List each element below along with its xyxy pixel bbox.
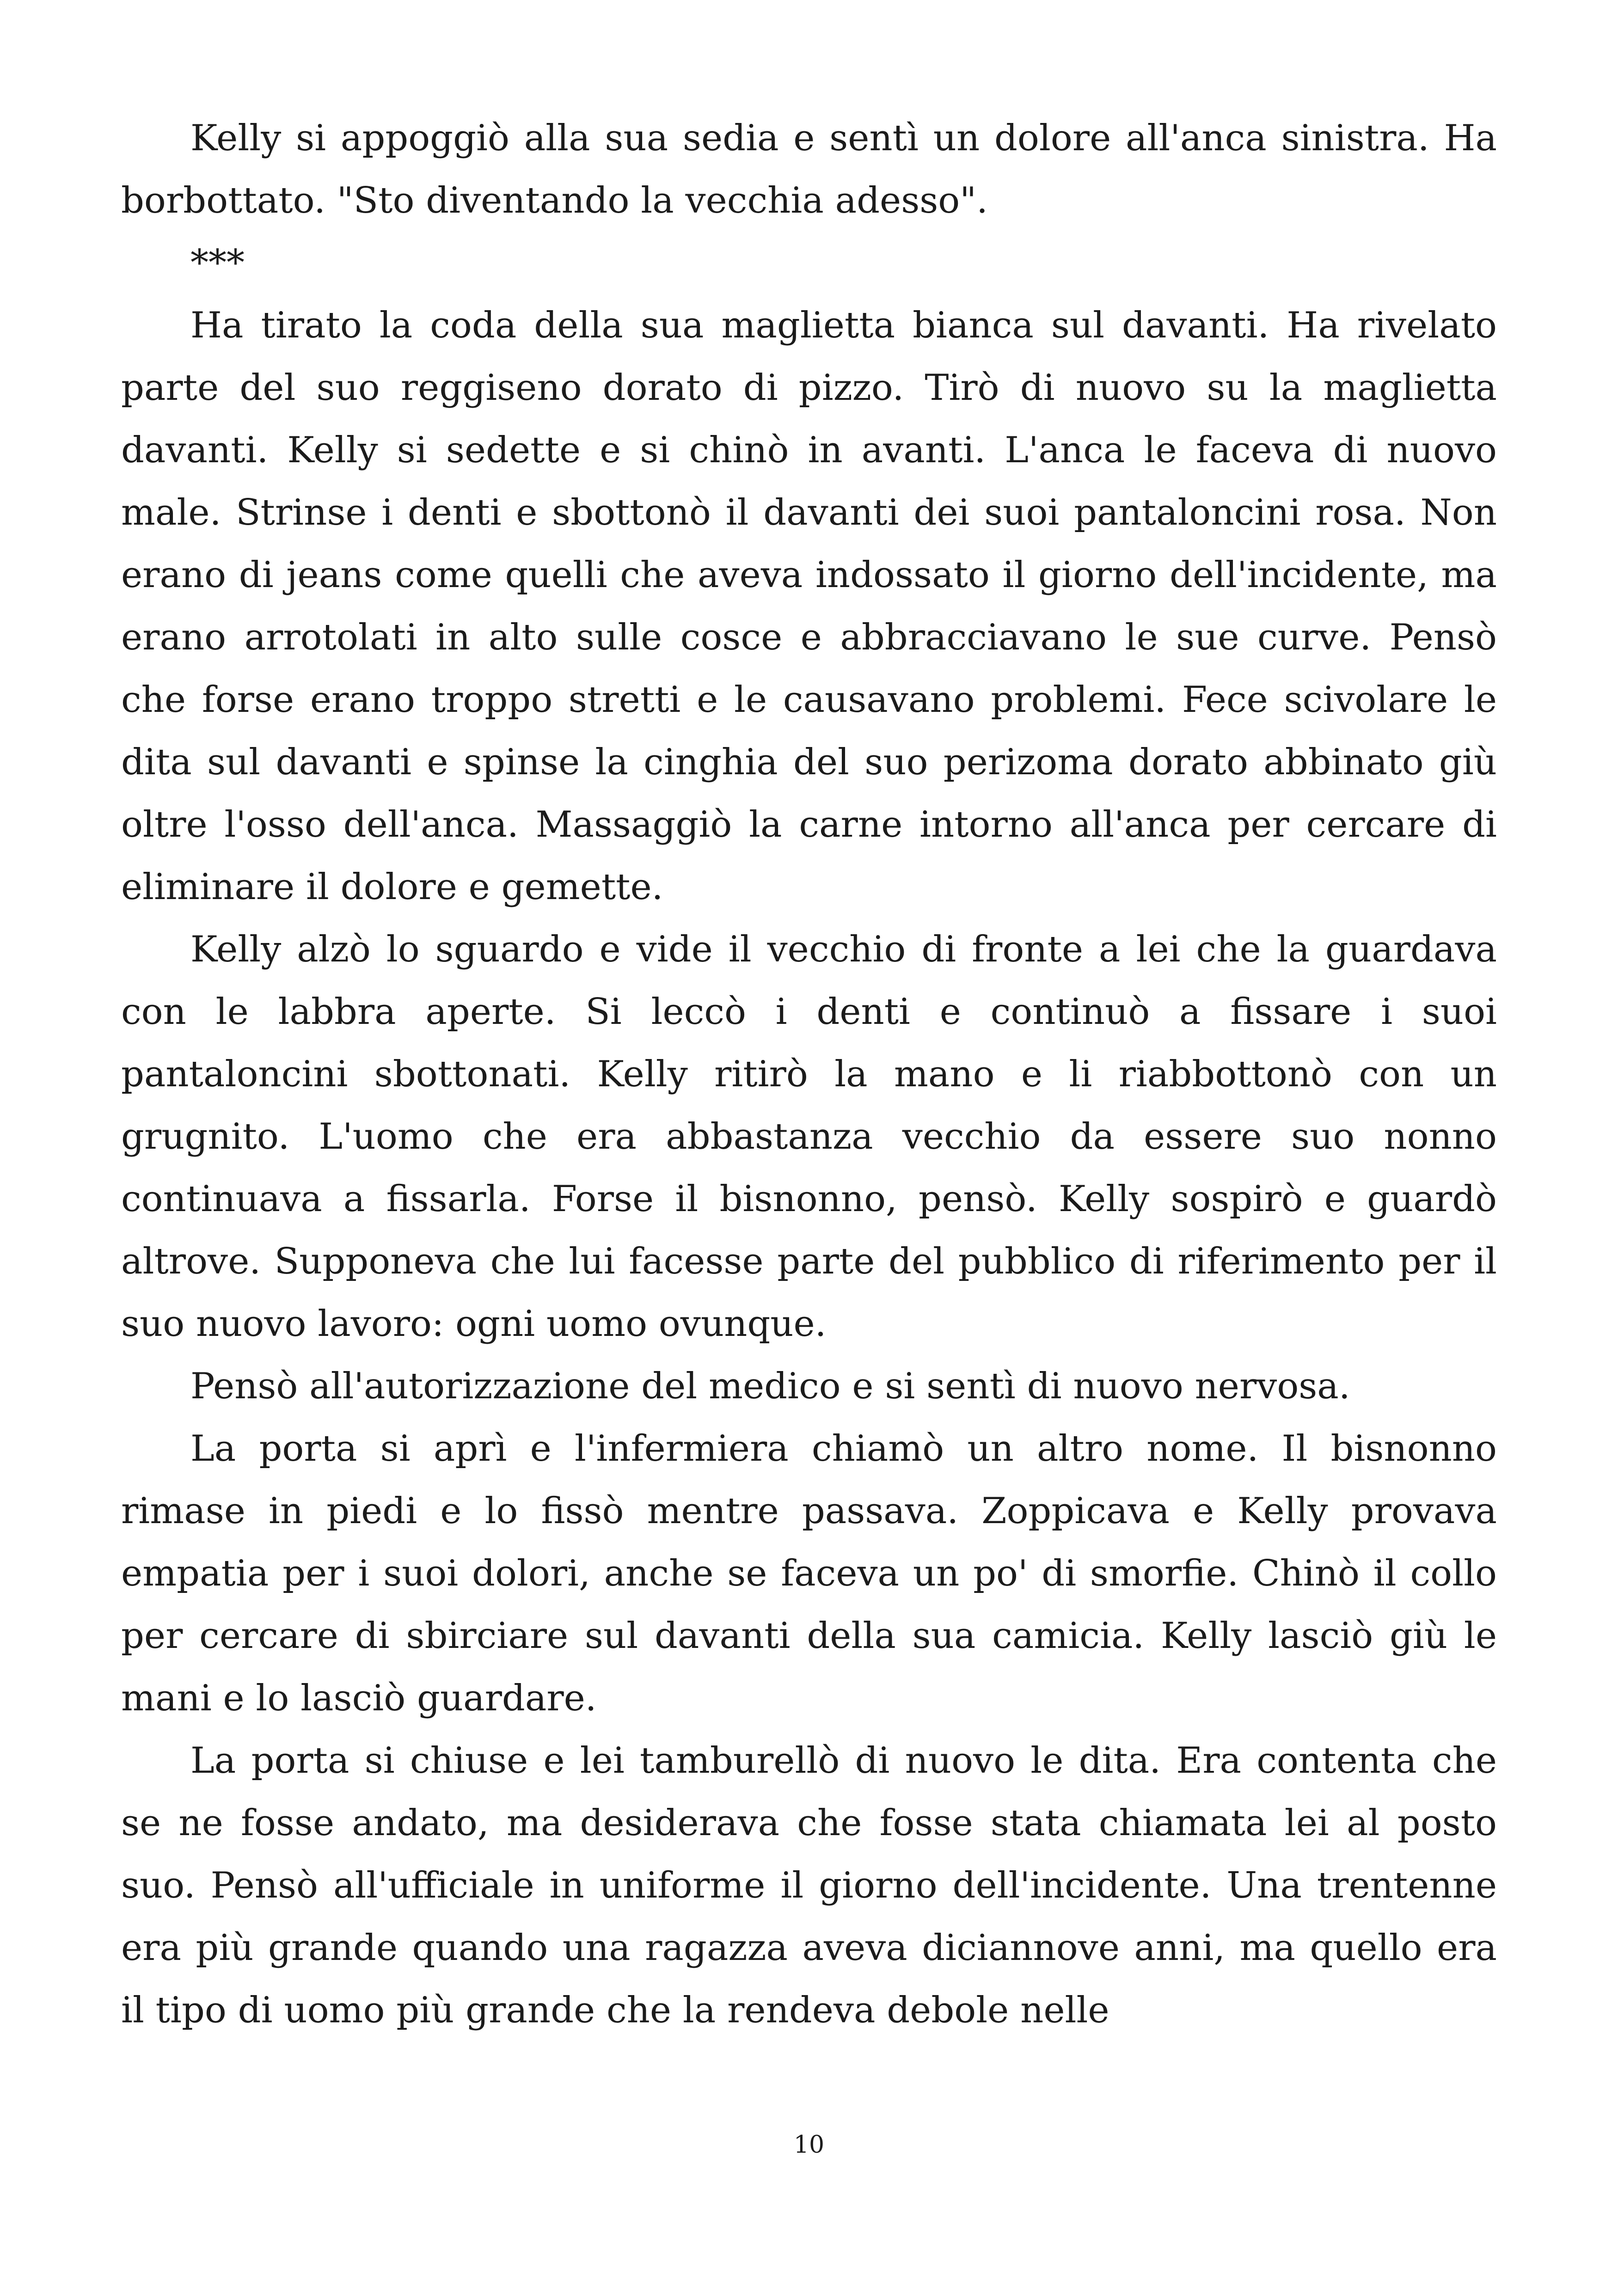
page-number: 10 bbox=[793, 2131, 825, 2159]
paragraph-3: Kelly alzò lo sguardo e vide il vecchio di fronte a lei che la guardava con le labbra aperte. Si leccò i denti e continuò a fissare i suoi pantaloncini sbottonati. Kelly ritirò la mano e li riabbottonò con un grugnito. L'uomo che era abbastanza vecchio da essere suo nonno continuava a fissarla. Forse il bisnonno, pensò. Kelly sospirò e guardò altrove. Supponeva che lui facesse parte del pubblico di riferimento per il suo nuovo lavoro: ogni uomo ovunque. bbox=[121, 929, 1497, 1345]
paragraph-2: Ha tirato la coda della sua maglietta bianca sul davanti. Ha rivelato parte del suo reggiseno dorato di pizzo. Tirò di nuovo su la maglietta davanti. Kelly si sedette e si chinò in avanti. L'anca le faceva di nuovo male. Strinse i denti e sbottonò il davanti dei suoi pantaloncini rosa. Non erano di jeans come quelli che aveva indossato il giorno dell'incidente, ma erano arrotolati in alto sulle cosce e abbracciavano le sue curve. Pensò che forse erano troppo stretti e le causavano problemi. Fece scivolare le dita sul davanti e spinse la cinghia del suo perizoma dorato abbinato giù oltre l'osso dell'anca. Massaggiò la carne intorno all'anca per cercare di eliminare il dolore e gemette. bbox=[121, 305, 1497, 908]
paragraph-6: La porta si chiuse e lei tamburellò di nuovo le dita. Era contenta che se ne fosse andato, ma desiderava che fosse stata chiamata lei al posto suo. Pensò all'ufficiale in uniforme il giorno dell'incidente. Una trentenne era più grande quando una ragazza aveva diciannove anni, ma quello era il tipo di uomo più grande che la rendeva debole nelle bbox=[121, 1740, 1497, 2031]
paragraph-5: La porta si aprì e l'infermiera chiamò un altro nome. Il bisnonno rimase in piedi e lo fissò mentre passava. Zoppicava e Kelly provava empatia per i suoi dolori, anche se faceva un po' di smorfie. Chinò il collo per cercare di sbirciare sul davanti della sua camicia. Kelly lasciò giù le mani e lo lasciò guardare. bbox=[121, 1428, 1497, 1719]
paragraph-1: Kelly si appoggiò alla sua sedia e sentì un dolore all'anca sinistra. Ha borbottato. "Sto diventando la vecchia adesso". bbox=[121, 117, 1497, 221]
paragraph-4: Pensò all'autorizzazione del medico e si sentì di nuovo nervosa. bbox=[190, 1365, 1350, 1407]
body-text bbox=[121, 107, 1497, 2042]
scene-break: *** bbox=[190, 242, 245, 284]
